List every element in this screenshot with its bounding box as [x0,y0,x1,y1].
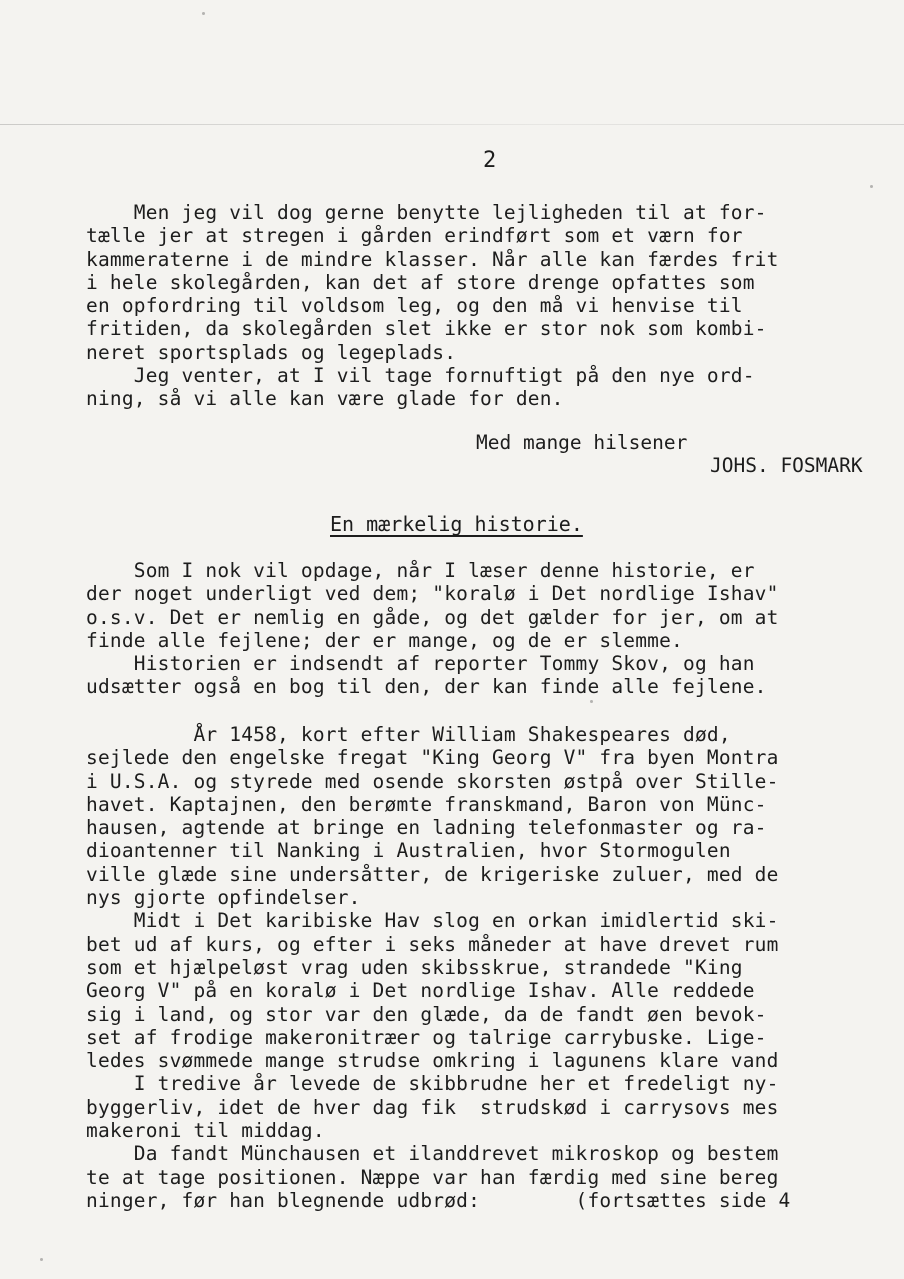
scan-speck [40,1258,43,1261]
story-body [86,723,902,1212]
intro-line: Som I nok vil opdage, når I læser denne historie, er [86,559,755,582]
story-line: byggerliv, idet de hver dag fik strudskød i carrysovs mes [86,1095,779,1119]
story-line: I tredive år levede de skibbrudne her et fredeligt ny- [86,1072,779,1096]
letter-closing: Med mange hilsener [476,431,688,454]
letter-line: fritiden, da skolegården slet ikke er stor nok som kombi- [86,317,767,341]
story-line: som et hjælpeløst vrag uden skibsskrue, strandede "King [86,955,743,979]
story-line: ledes svømmede mange strudse omkring i lagunens klare vand [86,1049,779,1073]
letter-line: tælle jer at stregen i gården erindført som et værn for [86,224,743,248]
scan-speck [590,700,593,703]
letter-text [86,201,902,411]
story-line: hausen, agtende at bringe en ladning telefonmaster og ra- [86,816,767,840]
intro-line: o.s.v. Det er nemlig en gåde, og det gælder for jer, om at [86,605,779,629]
story-line: havet. Kaptajnen, den berømte franskmand, Baron von Münc- [86,792,767,816]
story-line: set af frodige makeronitræer og talrige carrybuske. Lige- [86,1025,767,1049]
story-line: Da fandt Münchausen et ilanddrevet mikroskop og bestem [86,1142,779,1166]
letter-line: Jeg venter, at I vil tage fornuftigt på den nye ord- [86,364,755,388]
story-line: År 1458, kort efter William Shakespeares død, [86,723,731,746]
story-line: sejlede den engelske fregat "King Georg V" fra byen Montra [86,746,779,770]
story-line: i U.S.A. og styrede med osende skorsten østpå over Stille- [86,769,779,793]
intro-line: finde alle fejlene; der er mange, og de er slemme. [86,628,683,652]
story-line: bet ud af kurs, og efter i seks måneder at have drevet rum [86,932,779,956]
story-intro [86,559,902,699]
intro-line: udsætter også en bog til den, der kan finde alle fejlene. [86,675,767,699]
letter-line: i hele skolegården, kan det af store drenge opfattes som [86,270,755,294]
letter-line: ning, så vi alle kan være glade for den. [86,387,564,411]
story-line: makeroni til middag. [86,1119,325,1143]
letter-line: neret sportsplads og legeplads. [86,340,457,364]
story-line: ninger, før han blegnende udbrød: (fortsættes side 4 [86,1188,791,1212]
letter-line: kammeraterne i de mindre klasser. Når alle kan færdes frit [86,247,779,271]
scan-speck [202,12,205,15]
page-top-rule [0,124,904,125]
intro-line: der noget underligt ved dem; "koralø i Det nordlige Ishav" [86,582,779,606]
story-line: Midt i Det karibiske Hav slog en orkan imidlertid ski- [86,909,779,933]
page-number: 2 [483,148,497,173]
story-line: Georg V" på en koralø i Det nordlige Ishav. Alle reddede [86,979,755,1003]
story-line: dioantenner til Nanking i Australien, hvor Stormogulen [86,839,731,863]
letter-signature: JOHS. FOSMARK [710,454,863,477]
story-line: ville glæde sine undersåtter, de krigeriske zuluer, med de [86,862,779,886]
intro-line: Historien er indsendt af reporter Tommy Skov, og han [86,652,755,676]
story-line: sig i land, og stor var den glæde, da de fandt øen bevok- [86,1002,767,1026]
story-heading: En mærkelig historie. [330,512,583,536]
letter-line: en opfordring til voldsom leg, og den må vi henvise til [86,294,743,318]
story-line: nys gjorte opfindelser. [86,886,361,910]
story-line: te at tage positionen. Næppe var han færdig med sine bereg [86,1165,779,1189]
scan-speck [870,185,873,188]
letter-line: Men jeg vil dog gerne benytte lejligheden til at for- [86,201,767,224]
